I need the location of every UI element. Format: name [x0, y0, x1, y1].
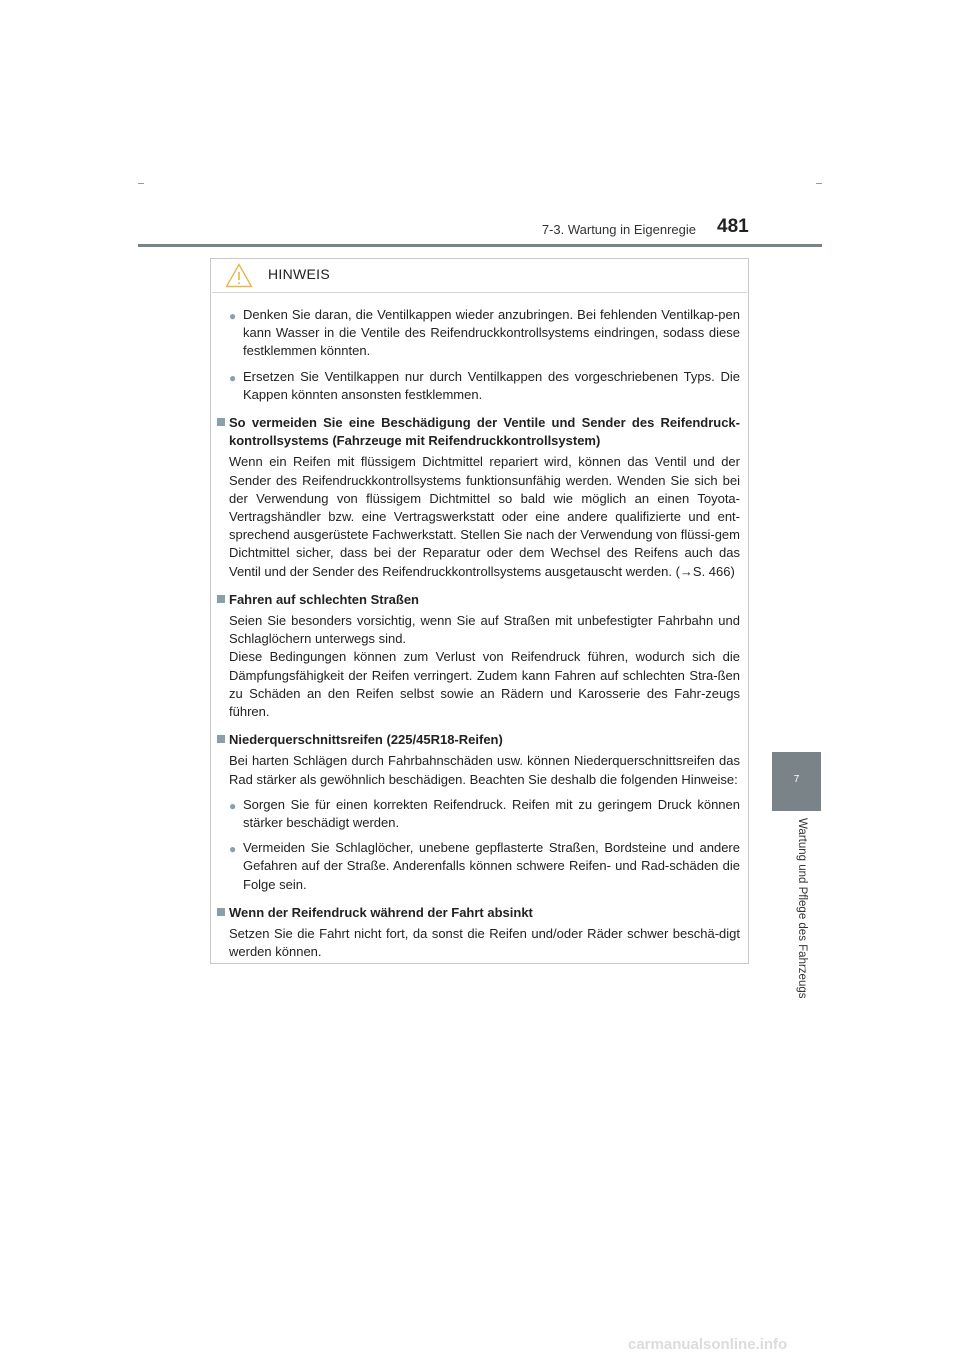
- list-item-text: Ersetzen Sie Ventilkappen nur durch Ventilkappen des vorgeschriebenen Typs. Die Kappen könnten ansonsten festklemmen.: [243, 368, 740, 402]
- section-paragraph: Diese Bedingungen können zum Verlust von Reifendruck führen, wodurch sich die Dämpfungsfähigkeit der Reifen verringert. Zudem kann Fahren auf schlechten Stra-ßen zu Schäden an den Reifen selbst sowie an Rädern und Karosserie des Fahr-zeugs führen.: [229, 649, 740, 720]
- list-item-text: Vermeiden Sie Schlaglöcher, unebene gepflasterte Straßen, Bordsteine und andere Gefahren auf der Straße. Anderenfalls können schwere Reifen- und Rad-schäden die Folge sein.: [243, 840, 740, 892]
- chapter-number: 7: [793, 774, 800, 785]
- chapter-title: Wartung und Pflege des Fahrzeugs: [796, 818, 808, 999]
- section-text: Setzen Sie die Fahrt nicht fort, da sonst die Reifen und/oder Räder schwer beschä-digt werden können.: [229, 926, 740, 960]
- list-item: [217, 796, 740, 832]
- section-heading: [217, 414, 740, 450]
- list-item: [217, 839, 740, 894]
- chapter-tab[interactable]: [772, 752, 821, 811]
- bullet-icon: ●: [229, 370, 237, 385]
- notice-divider: [212, 292, 747, 293]
- section-text: Bei harten Schlägen durch Fahrbahnschäden usw. können Niederquerschnittsreifen das Rad stärker als gewöhnlich beschädigen. Beachten Sie deshalb die folgenden Hinweise:: [229, 753, 740, 787]
- page-number: 481: [717, 216, 749, 237]
- list-item: [217, 368, 740, 404]
- warning-triangle-icon: [225, 263, 253, 288]
- square-bullet-icon: [217, 595, 225, 603]
- header-section-title: 7-3. Wartung in Eigenregie: [541, 222, 696, 237]
- crop-mark-left: [138, 183, 144, 184]
- square-bullet-icon: [217, 908, 225, 916]
- header-rule: [138, 244, 822, 247]
- notice-box: [210, 258, 749, 964]
- list-item-text: Denken Sie daran, die Ventilkappen wieder anzubringen. Bei fehlenden Ventilkap-pen kann Wasser in die Ventile des Reifendruckkontrollsystems eindringen, sodass diese festklemmen könnten.: [243, 307, 740, 359]
- section-heading-text: Fahren auf schlechten Straßen: [229, 591, 419, 607]
- crop-mark-right: [816, 183, 822, 184]
- section-heading: [217, 731, 740, 749]
- bullet-icon: ●: [229, 842, 237, 857]
- section-heading: [217, 591, 740, 609]
- list-item-text: Sorgen Sie für einen korrekten Reifendruck. Reifen mit zu geringem Druck können stärker beschädigt werden.: [243, 796, 740, 831]
- square-bullet-icon: [217, 735, 225, 743]
- bullet-icon: ●: [229, 798, 237, 813]
- notice-title: HINWEIS: [268, 266, 330, 282]
- section-heading-text: Wenn der Reifendruck während der Fahrt absinkt: [229, 904, 533, 920]
- footer-watermark[interactable]: carmanualsonline.info: [628, 1336, 788, 1353]
- list-item: [217, 306, 740, 361]
- section-text: [217, 612, 740, 721]
- square-bullet-icon: [217, 418, 225, 426]
- section-heading-text: So vermeiden Sie eine Beschädigung der Ventile und Sender des Reifendruck-kontrollsystems (Fahrzeuge mit Reifendruckkontrollsystem): [229, 415, 740, 449]
- section-heading: [217, 904, 740, 922]
- section-paragraph: Seien Sie besonders vorsichtig, wenn Sie auf Straßen mit unbefestigter Fahrbahn und Schlaglöchern unterwegs sind.: [229, 613, 740, 647]
- section-heading-text: Niederquerschnittsreifen (225/45R18-Reifen): [229, 732, 503, 748]
- notice-body: [217, 299, 740, 962]
- bullet-icon: ●: [229, 309, 237, 323]
- section-text: Wenn ein Reifen mit flüssigem Dichtmittel repariert wird, können das Ventil und der Sender des Reifendruckkontrollsystems funktionsunfähig werden. Wenden Sie sich bei der Verwendung von flüssigem Dichtmittel so bald wie möglich an einen Toyota-Vertragshändler bzw. eine Vertragswerkstatt oder eine andere qualifizierte und ent-sprechend ausgerüstete Fachwerkstatt. Stellen Sie nach der Verwendung von flüssi-gem Dichtmittel sicher, dass bei der Reparatur oder dem Wechsel des Reifens auch das Ventil und der Sender des Reifendruckkontrollsystems ausgetauscht werden. (→S. 466): [229, 454, 740, 579]
